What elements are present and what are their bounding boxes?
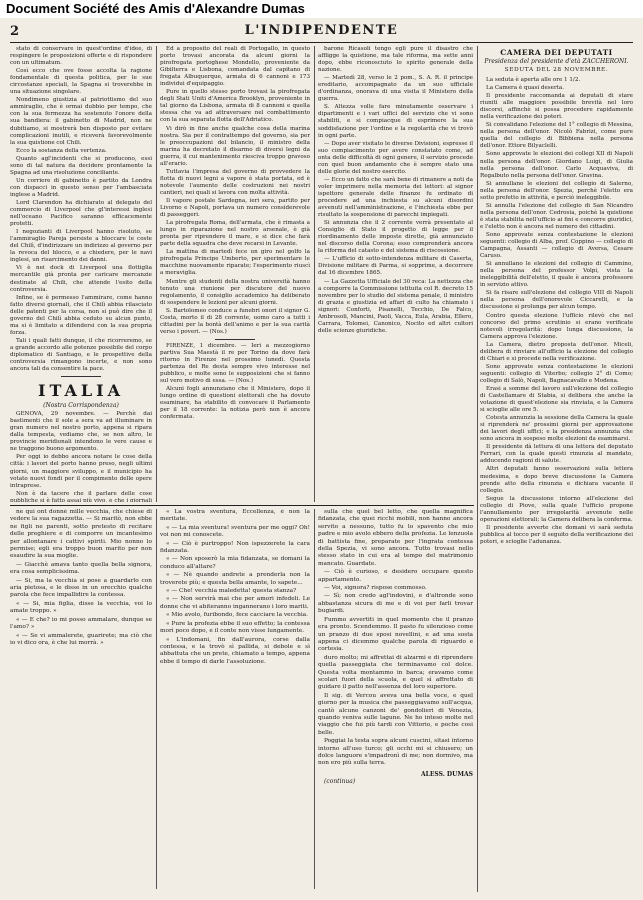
masthead: [10, 20, 633, 43]
paragraph: « — La mia sventura! sventura per me oggi? Oh! voi non mi conoscete.: [160, 524, 310, 539]
paragraph: Un corriere di gabinetto è partito da Londra con dispacci in questo senso per l'ambasciata inglese a Madrid.: [10, 177, 152, 198]
paragraph: Così ecco che ove fosse accolta la ragione fondamentale di questa politica, per le sue circostanze speciali, la Spagna si troverebbe in una situazione singolare.: [10, 68, 152, 96]
paragraph: Segue la discussione intorno all'elezione del collegio di Piove, sulla quale l'ufficio propone l'annullamento per irregolarità avvenute nelle operazioni elettorali; la Camera delibera la conferma.: [480, 495, 633, 523]
paragraph: GENOVA, 29 novembre. — Perchè dai bastimenti che il sole a sera va ad illuminare in gran numero nel nostro porto, appena si ripara dalla tempesta, vediamo che, se non altro, le provincie meridionali intendono le vere cause e ne traggono buono argomento.: [10, 411, 152, 453]
paragraph: Mentre gli studenti della nostra università hanno tenuto una riunione per discutere del nuovo regolamento, il consiglio accademico ha deliberato di sospendere le lezioni per alcuni giorni.: [160, 278, 310, 306]
continued-note: (continua): [324, 778, 356, 786]
paragraph: Si annullano le elezioni del collegio di Salerno, nella persona dell'onor. Spezia, perchè l'eletto era sotto prefetto in attività, e perciò ineleggibile.: [480, 180, 633, 201]
paragraph: — Voi, signora? rispose commosso.: [324, 585, 427, 592]
paragraph: La seduta è aperta alle ore 1 1/2.: [486, 77, 581, 83]
paragraph: Il presidente dà lettura di una lettera del deputato Ferrari, con la quale questi rinunzia al mandato, adducendo ragioni di salute.: [480, 444, 633, 465]
paragraph: « — Non sposerò la mia fidanzata, se domani la conduco all'altare?: [160, 556, 310, 570]
paragraph: Erasi a somme del lavoro sull'elezione del collegio di Castellamare di Stabia, si delibera che anche la votazione di quest'elezione sia rinviata, e la Camera si scioglie alle ore 5.: [480, 385, 633, 414]
chamber-presidency: Presidenza del presidente d'età ZACCHERONI.: [484, 58, 629, 65]
paragraph: — Ciò è curioso, e desidero occupare questo appartamento.: [318, 569, 473, 583]
paragraph: Si annunzia che il 2 corrente verrà presentato al Consiglio di Stato il progetto di legge per il riordinamento delle imposte dirette, già annunziato nel discorso della Corona; esso comprenderà ancora la riforma del catasto e del sistema di riscossione.: [318, 220, 473, 255]
paragraph: barone Ricasoli tengo egli pure il disastro che affligge la quistione, ma tale riforma, ma sette anni dopo, ebbe riconosciuto lo spirito generale della nazione.: [318, 46, 473, 74]
column-divider: [314, 46, 315, 502]
feuilleton-column-1: [10, 509, 152, 889]
article-column-3: [318, 46, 473, 502]
column-divider: [477, 46, 478, 892]
paragraph: La Camera, dietro proposta dell'onor. Miceli, delibera di rinviare all'ufficio la elezione del collegio di Chiari e si procede nella verificazione.: [480, 341, 633, 362]
paragraph: Contro questa elezione l'ufficio rilevò che nel concorso del primo scrutinio si erano verificate notevoli irregolarità: dopo lunga discussione, la Camera approva l'elezione.: [480, 312, 633, 340]
paragraph: « — Che! vecchia maledetta! questa stanza?: [166, 588, 297, 595]
paragraph: La pirofregata Roma, dell'armata, che è rimasta a lungo in riparazione nel nostro arsenale, è già pronta per riprendere il mare, e si dice che farà parte della squadra che deve recarsi in Levante.: [160, 220, 310, 248]
paragraph: Poggiai la testa sopra alcuni cuscini, sitasi intorno intorno all'uso turco; gli occhi mi si chiusero; un dolce languore s'impadronì di me; non dormivo, ma non ero più sulla terra.: [318, 738, 473, 767]
paragraph: Ed a proposito del reali di Portogallo, in questo porto trovasi ancorata da alcuni giorni la pirofregata portoghese Mondello, proveniente da Gibilterra e Lisbona, comandata dal capitano di fregata Albuquerque, armata di 6 cannoni e 173 individui d'equipaggio.: [160, 46, 310, 88]
paragraph: — Dopo aver visitato le diverse Divisioni, espresse il suo compiacimento per avere constatato come, ad onta delle difficoltà di ogni genere, il servizio procede con quel buon andamento che è sempre stato una delle glorie del nostro esercito.: [318, 140, 473, 175]
paragraph: Vi è nei dock di Liverpool una flottiglia mercantile già pronta per caricare mercanzie destinate al Chili, che attende l'esito della controversia.: [10, 265, 152, 293]
paragraph: Si annulla l'elezione del collegio di San Nicandro nella persona dell'onor. Cedrosia, poichè la quistione è stata stabilita nell'ufficio ai fini e concorre giuridici, e l'eletto non è ancora nel numero dei cittadini.: [480, 202, 633, 230]
paragraph: Lord Clarendon ha dichiarato al delegato del commercio di Liverpool che gl'interessi inglesi nell'oceano Pacifico saranno efficacemente protetti.: [10, 199, 152, 228]
paragraph: Il vapore postale Sardegna, ieri sera, partito per Livorno e Napoli, portava un numero considerevole di passeggeri.: [160, 197, 310, 219]
paragraph: « — Nè quando andrete a prenderla non la troverete più; e questa bella amante, lo sapete...: [160, 572, 310, 586]
section-rule: [61, 376, 101, 377]
paragraph: S. Altezza volle fare minutamente osservare i dipartimenti e i vari uffici del servizio che vi sono stabiliti, e si compiacque di esprimere la sua soddisfazione per l'ordine e la regolarità che vi trovò in ogni parte.: [318, 104, 473, 139]
paragraph: Alcuni fogli annunziano che il Ministero, dopo il lungo ordine di questioni elettorali che ha dovuto esaminare, ha stabilito di convocare il Parlamento per il 18 corrente: la notizia però non è ancora confermata.: [160, 386, 310, 421]
paragraph: Sono approvate senza contestazione le elezioni seguenti: collegio di Viterbo; collegio 2° di Como; collegio di Salò, Napoli, Bagnacavallo e Modena.: [480, 363, 633, 384]
article-column-1: [10, 46, 152, 502]
paragraph: « — Non servirà mai che per amori infedeli. Le donne che vi abiteranno ingannerano i loro mariti.: [160, 596, 310, 610]
paragraph: Tali i quali fatti dunque, il che ricorreremo, se a grande accordo alle potenze possibile del corpo diplomatico di Santiago, e le prospettive della controversia rimangono incerte, e non sono ancora tali da consentire la pace.: [10, 337, 152, 373]
paragraph: Pure in quello stesso porto trovasi la pirofregata degli Stati Uniti d'America Brooklyn, proveniente in tal giorno da Lisbona, armata di 8 cannoni e quella stessa che va ad attraversare nel combattimento con la sua separata flotta dell'Adriatico.: [160, 89, 310, 124]
paragraph: Vi dirò in fine anche qualche cosa della marina nostra. Sia per il contrattempo del governo, sia per le preoccupazioni del bilancio, il ministro della marina ha decretato il disarmo di diversi legni da guerra, il cui mantenimento riesciva troppo gravoso all'erario.: [160, 125, 310, 167]
paragraph: stato di conservare in quest'ordine d'idee, di respingere le proposizioni offerte e di rispondere con un ultimatum.: [10, 46, 152, 67]
paragraph: « La vostra sventura, Eccellenza, è non la meritate.: [160, 509, 310, 523]
column-divider: [156, 509, 157, 889]
paragraph: Si convalidano l'elezione del 1° collegio di Messina, nella persona dell'onor. Nicolò Fabrizi, come pure quella del collegio di Bibbiena nella persona dell'onor. Ettore Bilyaclelli.: [480, 122, 633, 150]
paragraph: Sono approvate senza contestazione le elezioni seguenti: collegio di Alba, prof. Coppino — collegio di Campagna, Assanti — collegio di Aversa, Cesare Caruso.: [480, 231, 633, 260]
column-divider: [156, 46, 157, 502]
paragraph: La mattina di martedì fece un giro nel golfo la pirofregata Principe Umberto, per sperimentare le macchine nuovamente riparate; l'esperimento riuscì a meraviglia.: [160, 249, 310, 277]
feuilleton-column-3: [318, 509, 473, 889]
author-signature: ALESS. DUMAS: [420, 770, 473, 778]
session-date: SEDUTA DEL 28 NOVEMBRE.: [504, 67, 609, 73]
paragraph: ne qui ont donné mille vecchia, che chiese di vedere la sua ragazzetta. — Si maritò, non ebbe ne figli ne parenti, sotto pretesto di recitare delle preghiere e di comporre un incantesimo per allontanare i cattivi spiriti. Mio nonno lo permise; egli era troppo buon marito per non esaudire la sua moglie.: [10, 509, 152, 560]
paragraph: La Camera è quasi deserta.: [486, 85, 564, 92]
paragraph: Cotesta annunzia la sessione della Camera la quale si riprenderà ne' prossimi giorni per approvazione dei lavori degli uffici; e la presidenza annunzia che sono ancora in sospeso molte elezioni da esaminarsi.: [480, 415, 633, 443]
paragraph: Si fa risare sull'elezione del collegio VIII di Napoli nella persona dell'onorevole Ciccarelli, e la discussione si prolunga per alcun tempo.: [480, 290, 633, 311]
paragraph: Sono approvate le elezioni dei collegi XII di Napoli nella persona dell'onor. Giordano Luigi, di Giulia nella persona dell'onor. Carlo Acquaviva, di Regalbuto nella persona dell'onor. Gravina.: [480, 151, 633, 179]
paragraph: sulla che quel bel letto, che quella magnifica fidanzata, che quei ricchi mobili, non hanno ancora servito a nessuno, tutto fu lo spavento che mio padre e mio avolo ebbero della profezia. Le lenzuola di battista fine, preparate per l'ingrata contessa della Spezia, vi sono ancora. Tutto trovasi nello stesso stato in cui era al tempo del matrimonio mancato. Guardate.: [318, 509, 473, 567]
paragraph: Si annullano le elezioni del collegio di Cammino, nella persona del professor Volpi, vista la ineleggibilità dell'eletto, il quale è ancora professore in servizio attivo.: [480, 261, 633, 289]
paragraph: — Ecco un fatto che sarà bene di rimanere a noti da voler imprimere nella memoria dei lettori: al signor ispettore generale delle finanze fu ordinato di procedere ad una inchiesta su alcuni disordini avvenuti nell'amministrazione, e l'inchiesta ebbe per risultato la sospensione di parecchi impiegati.: [318, 176, 473, 219]
paragraph: Quanto agl'incidenti che si producono, essi sono di tal natura da decidere prontamente la Spagna ad una risoluzione conciliante.: [10, 155, 152, 176]
paragraph: Infine, se è permesso l'ammirare, come hanno fatto diversi giornali, che il Chilì abbia rilasciato delle patenti per la corsa, non si può dire che il governo del Chilì abbia ceduto su alcun punto, ma si è limitato a difendersi con la sua propria forza.: [10, 294, 152, 336]
section-subhead: (Nostra Corrispondenza): [43, 402, 119, 410]
feuilleton-column-2: [160, 509, 310, 889]
paragraph: Il presidente raccomanda ai deputati di stare riuniti alle maggiore possibile brevità nel loro discorsi, affinchè si possa procedere rapidamente nella verificazione dei poteri.: [480, 93, 633, 121]
paragraph: FIRENZE, 1 dicembre. — Ieri a mezzogiorno partiva Sua Maestà il re per Torino da dove farà ritorno in Firenze nel prossimo lunedì. Questa partenza del Re desta sempre vivo interesse nel pubblico, e molte sono le supposizioni che si fanno sul vero motivo di essa. — (Nos.): [160, 342, 310, 385]
newspaper-title: L'INDIPENDENTE: [244, 23, 399, 38]
source-label: Document Société des Amis d'Alexandre Dumas: [0, 0, 643, 18]
paragraph: Per oggi io debbo ancora notare le cose della città: i lavori del porto hanno preso, negli ultimi giorni, un maggiore sviluppo, e il municipio ha votato nuovi fondi per il compimento delle opere intraprese.: [10, 454, 152, 489]
paragraph: « — Ciò è purtroppo! Non ispezzerete la cara fidanzata.: [160, 540, 310, 555]
paragraph: Non è da tacere che il parlare delle cose pubbliche si è fatto assai più vivo, e che i giornali: [10, 490, 152, 502]
column-divider: [314, 509, 315, 889]
paragraph: Ecco la sostanza della vertenza.: [16, 147, 107, 154]
paragraph: — L'ufficio di sotto-intendenza militare di Caserta, Divisione militare di Parma, si sopprime, a decorrere dal 16 dicembre 1865.: [318, 256, 473, 277]
paragraph: Il sig. di Vercou aveva una bella voce, e quel giorno per la musica che passeggiavamo sull'acqua, cantò alcune canzoni de' gondolieri di Venezia, quando veniva sulle lagune. Ne ho inteso molte nel viaggio che fui più tardi con Vittorio, e poche cosi belle.: [318, 692, 473, 736]
section-rule: [215, 339, 255, 340]
paragraph: S. Bartolomeo conduce a funebri onori il signor G. Costa, morto il di 28 corrente, uomo caro a tutti i cittadini per la bontà dell'animo e per la sua carità verso i poveri. — (Nos.): [160, 307, 310, 335]
paragraph: « L'indomani, fin dall'aurora, corse dalla contessa, e la trovò sì pallida, si debole e sì abbattuta che un prete, chiamato a tempo, appena ebbe il tempo di darle l'assoluzione.: [160, 636, 310, 665]
paragraph: — La Gazzetta Ufficiale del 30 reca: La nettezza che a comporre la Commissione istituita col R. decreto 15 novembre per lo studio del sistema penale, il ministro di grazia e giustizia ed affari di culto ha chiamato i signori: Conforti, Pisanelli, Tecchio, De Falco, Ambrosoli, Mancini, Paoli, Vacca, Eula, Arabia, Ellero, Carrara, Tolomei, Canonico, Nocito ed altri cultori delle scienze giuridiche.: [318, 278, 473, 334]
paragraph: « — Si, mia figlia, disse la vecchia, voi lo amate troppo. »: [10, 600, 152, 615]
paragraph: — Si, ma la vecchia si pose a guardarlo con aria pietosa, e le disse in un orecchio qualche parola che fece impallidire la contessa.: [10, 577, 152, 599]
section-title-italia: ITALIA: [37, 381, 125, 401]
paragraph: Tuttavia l'impresa del governo di provvedere la flotta di nuovi legni a vapore è stata portata, ed è notevole l'aumento delle costruzioni nei nostri cantieri, nei quali si lavora con molta attività.: [160, 168, 310, 196]
article-column-2: [160, 46, 310, 502]
paragraph: Fummo avvertiti in quel momento che il pranzo era pronto. Scendemmo. Il pasto fu silenzioso come un pranzo di due sposi novellini, e ad una sosta appena ci dicemmo qualche parola di riguardo e cortesia.: [318, 616, 473, 653]
paragraph: « — Se vi ammalerete, guarirete; ma ciò che io vi dico ora, è che lui morrà. »: [10, 632, 152, 646]
paragraph: « Pure la profezia ebbe il suo effetto; la contessa morì poco dopo, e il conte non visse lungamente.: [160, 620, 310, 635]
paragraph: « Mio avolo, furibondo, fece cacciare la vecchia.: [166, 612, 308, 619]
article-column-4: [480, 46, 633, 892]
paragraph: Nondimeno giustizia al patriottismo del suo ammiraglio, che è ormai dubbio per tempo, che con la sua fermezza ha sostenuto l'onore della sua bandiera: il gabinetto di Madrid, non ne dubitiamo, si mostrerà ben disposto per evitare complicazioni inutili, e riceverà favorevolmente la sua quistione col Chili.: [10, 97, 152, 146]
chamber-title: CAMERA DEI DEPUTATI: [500, 48, 613, 57]
page-number: 2: [10, 24, 20, 39]
paragraph: — Sì; non credo agl'indovini, e d'altronde sono abbastanza sicura di me e di voi per farli trovar bugiardi.: [318, 593, 473, 615]
paragraph: Il presidente avverte che domani vi sarà seduta pubblica al tocco per il seguito della verificazione dei poteri, e scioglie l'adunanza.: [480, 524, 633, 545]
paragraph: Altri deputati fanno osservazioni sulla lettera medesima, e dopo breve discussione la Camera prende atto della rinunzia e dichiara vacante il collegio.: [480, 466, 633, 494]
feuilleton-separator: [10, 505, 474, 506]
paragraph: I negozianti di Liverpool hanno risoluto, se l'ammiraglio Pareja persiste a bloccare le coste del Chilì, d'indirizzare un indirizzo al governo per la revoca del blocco, e a chiedere, per le navi inglesi, un risarcimento dei danni.: [10, 229, 152, 264]
paragraph: — Martedì 28, verso le 2 pom., S. A. R. il principe ereditario, accompagnato da un suo ufficiale d'ordinanza, onorava di una visita il Ministero della guerra.: [318, 75, 473, 103]
paragraph: « — E che? io mi posso ammalare, dunque se l'amo? »: [10, 616, 152, 631]
paragraph: — Giacchè amava tanto quella bella signora, era cosa semplicissima.: [10, 561, 152, 576]
paragraph: duro molto; mi affrettai di alzarmi e di riprendere quella passeggiata che terminavamo col dolce. Questa volta montammo in barca; eravamo come scolari fuori della scuola, e quel sì affrettato di guidare il patto nell'assenza del loro superiore.: [318, 654, 473, 691]
